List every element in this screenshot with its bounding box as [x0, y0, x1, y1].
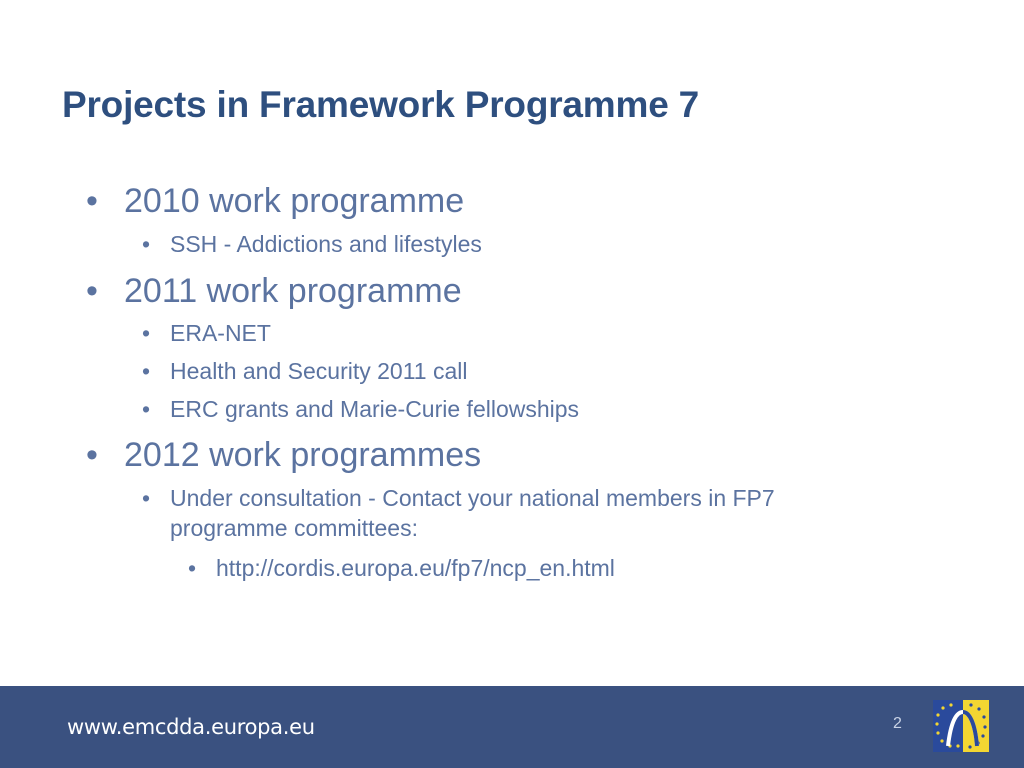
- bullet-dot: •: [86, 436, 98, 474]
- slide-title: Projects in Framework Programme 7: [62, 84, 700, 125]
- bullet-dot: •: [188, 555, 197, 581]
- footer-bar: [0, 686, 1024, 768]
- bullet-text: 2010 work programme: [124, 182, 465, 220]
- page-number: 2: [893, 715, 902, 732]
- bullet-dot: •: [142, 358, 151, 384]
- link-text[interactable]: http://cordis.europa.eu/fp7/ncp_en.html: [216, 555, 615, 581]
- sub-bullet-text: Health and Security 2011 call: [170, 358, 468, 384]
- bullet-text: 2012 work programmes: [124, 436, 482, 474]
- emcdda-logo-icon: [933, 700, 989, 752]
- sub-bullet-text: ERA-NET: [170, 320, 271, 346]
- bullet-dot: •: [86, 182, 98, 220]
- sub-bullet-text: programme committees:: [170, 515, 418, 541]
- sub-bullet-text: Under consultation - Contact your national members in FP7: [170, 485, 775, 511]
- bullet-text: 2011 work programme: [124, 272, 462, 310]
- bullet-dot: •: [86, 272, 98, 310]
- bullet-dot: •: [142, 231, 151, 257]
- bullet-dot: •: [142, 485, 151, 511]
- sub-bullet-text: SSH - Addictions and lifestyles: [170, 231, 482, 257]
- sub-bullet-text: ERC grants and Marie-Curie fellowships: [170, 396, 580, 422]
- bullet-dot: •: [142, 320, 151, 346]
- footer-url: www.emcdda.europa.eu: [67, 715, 315, 739]
- bullet-dot: •: [142, 396, 151, 422]
